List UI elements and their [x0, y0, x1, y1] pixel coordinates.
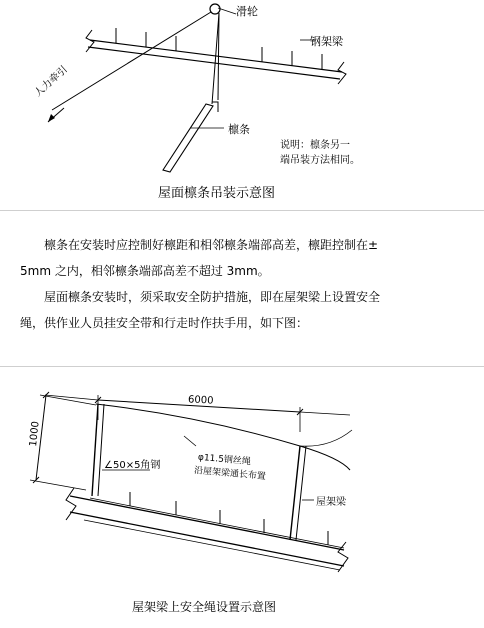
span-dimension-label: 6000: [187, 394, 214, 407]
roof-beam-label: 屋架梁: [316, 497, 346, 508]
wire-rope-label-1: φ11.5钢丝绳: [197, 452, 252, 468]
roof-beam-break-right: [338, 542, 348, 572]
note-line-1: 说明：檩条另一: [280, 140, 350, 151]
post-right: [290, 446, 300, 540]
para1-line2: 5mm 之内，相邻檩条端部高差不超过 3mm。: [20, 264, 270, 278]
section-divider: [0, 210, 484, 211]
manual-pull-label: 人力牵引: [32, 64, 70, 100]
beam-break-left: [86, 30, 94, 52]
angle-steel-label: ∠50×5角钢: [104, 460, 161, 471]
section-divider-2: [0, 366, 484, 367]
roof-beam-top: [70, 496, 344, 550]
steel-beam-label: 钢架梁: [310, 35, 343, 48]
height-dimension-label: 1000: [28, 420, 42, 448]
beam-break-right: [338, 62, 346, 84]
para2-line2: 绳，供作业人员挂安全带和行走时作扶手用，如下图：: [20, 316, 309, 330]
body-paragraphs: [20, 232, 460, 336]
wire-rope-leader: [184, 436, 196, 446]
pulley-icon: [210, 4, 220, 14]
para2-line1: 屋面檩条安装时，须采取安全防护措施，即在屋架梁上设置安全: [44, 290, 381, 304]
post-left: [92, 404, 98, 496]
roof-beam-mid: [70, 512, 344, 566]
pull-rope: [52, 12, 211, 110]
roof-beam-break-left: [66, 488, 76, 520]
note-line-2: 端吊装方法相同。: [280, 155, 360, 166]
para1-line1: 檩条在安装时应控制好檩距和相邻檩条端部高差，檩距控制在±: [44, 238, 379, 252]
pulley-label: 滑轮: [236, 5, 258, 18]
purlin-shape: [163, 104, 213, 172]
wire-rope-label-2: 沿屋架梁通长布置: [193, 465, 267, 483]
figure2-caption: 屋架梁上安全绳设置示意图: [132, 600, 277, 614]
pulley-leader: [218, 8, 236, 14]
purlin-label: 檩条: [228, 123, 250, 136]
pull-arrow-head: [48, 114, 55, 122]
figure1-caption: 屋面檩条吊装示意图: [158, 186, 276, 201]
